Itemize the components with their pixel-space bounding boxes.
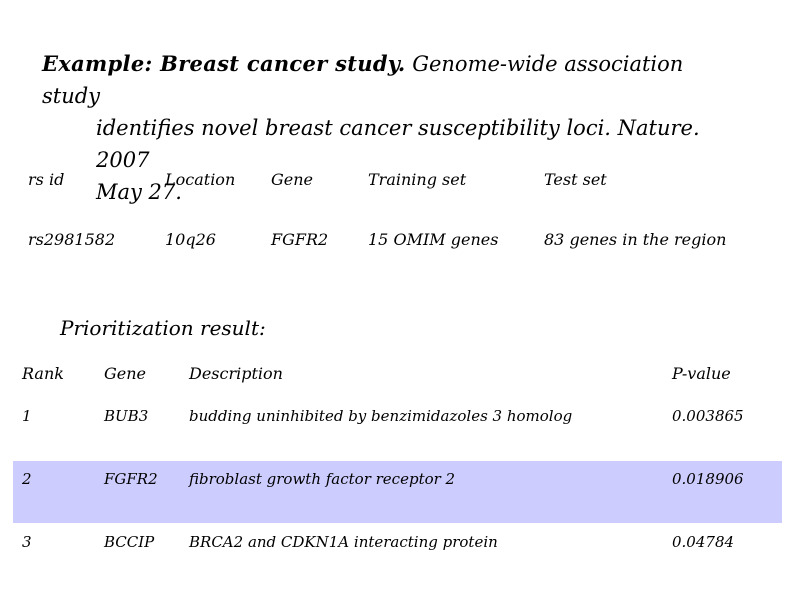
study-cell-location: 10q26 <box>165 230 216 249</box>
prioritization-label: Prioritization result: <box>60 316 266 340</box>
citation-line-1 <box>42 48 742 112</box>
prio-header-rank: Rank <box>22 364 64 383</box>
prio-gene: FGFR2 <box>104 470 158 488</box>
study-header-training-set: Training set <box>368 170 467 189</box>
citation-line-2: identifies novel breast cancer susceptibility loci. Nature. 2007 <box>96 116 700 172</box>
prio-description: budding uninhibited by benzimidazoles 3 homolog <box>189 407 573 425</box>
prio-pvalue: 0.003865 <box>672 407 744 425</box>
study-cell-gene: FGFR2 <box>271 230 329 249</box>
prio-rank: 1 <box>22 407 32 425</box>
prio-rank: 2 <box>22 470 32 488</box>
prio-gene: BCCIP <box>104 533 155 551</box>
study-header-gene: Gene <box>271 170 314 189</box>
study-header-test-set: Test set <box>544 170 607 189</box>
prio-header-gene: Gene <box>104 364 147 383</box>
study-cell-training-set: 15 OMIM genes <box>368 230 499 249</box>
prio-gene: BUB3 <box>104 407 149 425</box>
prio-header-pvalue: P-value <box>672 364 731 383</box>
citation-title-start: Genome-wide association study <box>42 52 684 108</box>
prio-description: fibroblast growth factor receptor 2 <box>189 470 456 488</box>
prio-header-description: Description <box>189 364 283 383</box>
prio-pvalue: 0.018906 <box>672 470 744 488</box>
prio-description: BRCA2 and CDKN1A interacting protein <box>189 533 498 551</box>
example-title: Example: Breast cancer study. <box>42 51 406 76</box>
study-header-location: Location <box>165 170 236 189</box>
study-cell-rsid: rs2981582 <box>28 230 116 249</box>
study-cell-test-set: 83 genes in the region <box>544 230 727 249</box>
prio-rank: 3 <box>22 533 32 551</box>
prio-pvalue: 0.04784 <box>672 533 735 551</box>
citation-line-3: May 27. <box>96 180 182 204</box>
study-header-rsid: rs id <box>28 170 65 189</box>
